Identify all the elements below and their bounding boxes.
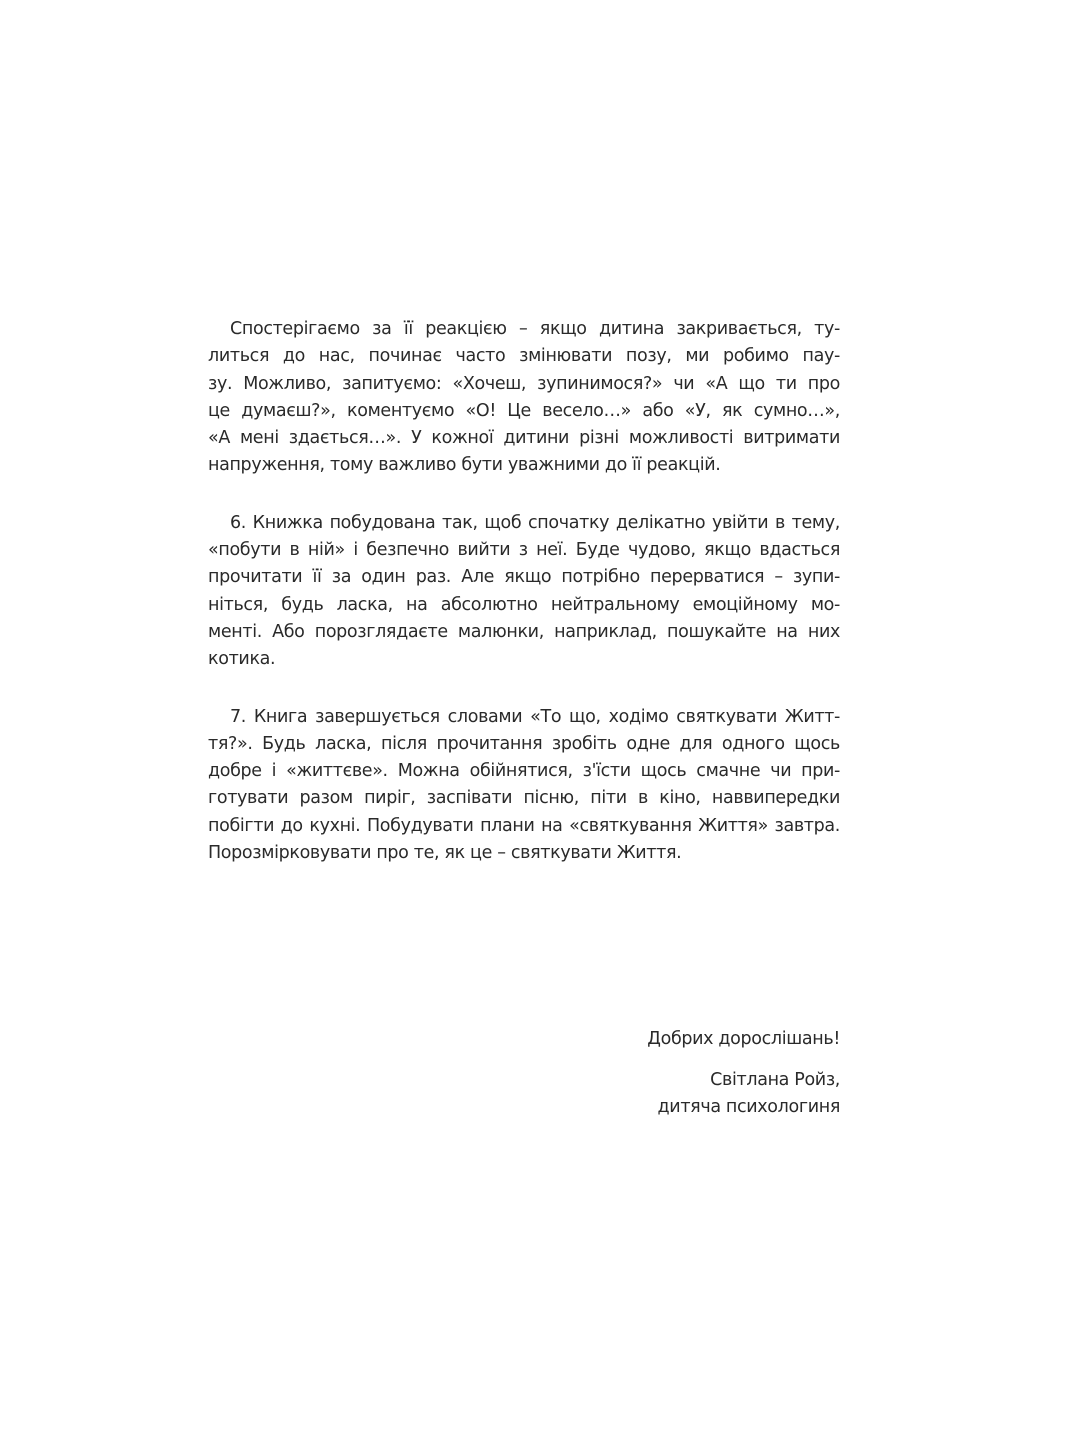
text-line: котика. xyxy=(208,649,276,670)
paragraph-item-7 xyxy=(208,704,840,868)
text-line: «А мені здається…». У кожної дитини різні можливості витримати xyxy=(208,428,840,449)
text-line: готувати разом пиріг, заспівати пісню, піти в кіно, наввипередки xyxy=(208,788,840,809)
text-line: прочитати її за один раз. Але якщо потрібно перерватися – зупи- xyxy=(208,567,840,588)
text-line: 6. Книжка побудована так, щоб спочатку делікатно увійти в тему, xyxy=(230,512,840,533)
paragraph-item-6 xyxy=(208,510,840,674)
text-line: ніться, будь ласка, на абсолютно нейтральному емоційному мо- xyxy=(208,594,840,615)
body-text xyxy=(208,316,840,897)
text-line: зу. Можливо, запитуємо: «Хочеш, зупинимося?» чи «А що ти про xyxy=(208,373,840,394)
author-name: Світлана Ройз, xyxy=(710,1070,840,1090)
text-line: напруження, тому важливо бути уважними до її реакцій. xyxy=(208,455,721,476)
text-line: «побути в ній» і безпечно вийти з неї. Буде чудово, якщо вдасться xyxy=(208,540,840,561)
text-line: це думаєш?», коментуємо «О! Це весело…» або «У, як сумно…», xyxy=(208,400,840,421)
text-line: добре і «життєве». Можна обійнятися, з'їсти щось смачне чи при- xyxy=(208,761,840,782)
signature-block xyxy=(647,1026,840,1121)
text-line: литься до нас, починає часто змінювати позу, ми робимо пау- xyxy=(208,346,840,367)
text-line: побігти до кухні. Побудувати плани на «святкування Життя» завтра. xyxy=(208,815,840,836)
text-line: Порозмірковувати про те, як це – святкувати Життя. xyxy=(208,843,682,864)
text-line: 7. Книга завершується словами «То що, ходімо святкувати Житт- xyxy=(230,706,840,727)
paragraph-reaction xyxy=(208,316,840,480)
text-line: Спостерігаємо за її реакцією – якщо дитина закривається, ту- xyxy=(230,319,840,339)
closing-greeting: Добрих дорослішань! xyxy=(647,1029,840,1049)
author-role: дитяча психологиня xyxy=(657,1097,840,1117)
text-line: менті. Або порозглядаєте малюнки, наприклад, пошукайте на них xyxy=(208,621,840,642)
text-line: тя?». Будь ласка, після прочитання зробіть одне для одного щось xyxy=(208,733,840,754)
